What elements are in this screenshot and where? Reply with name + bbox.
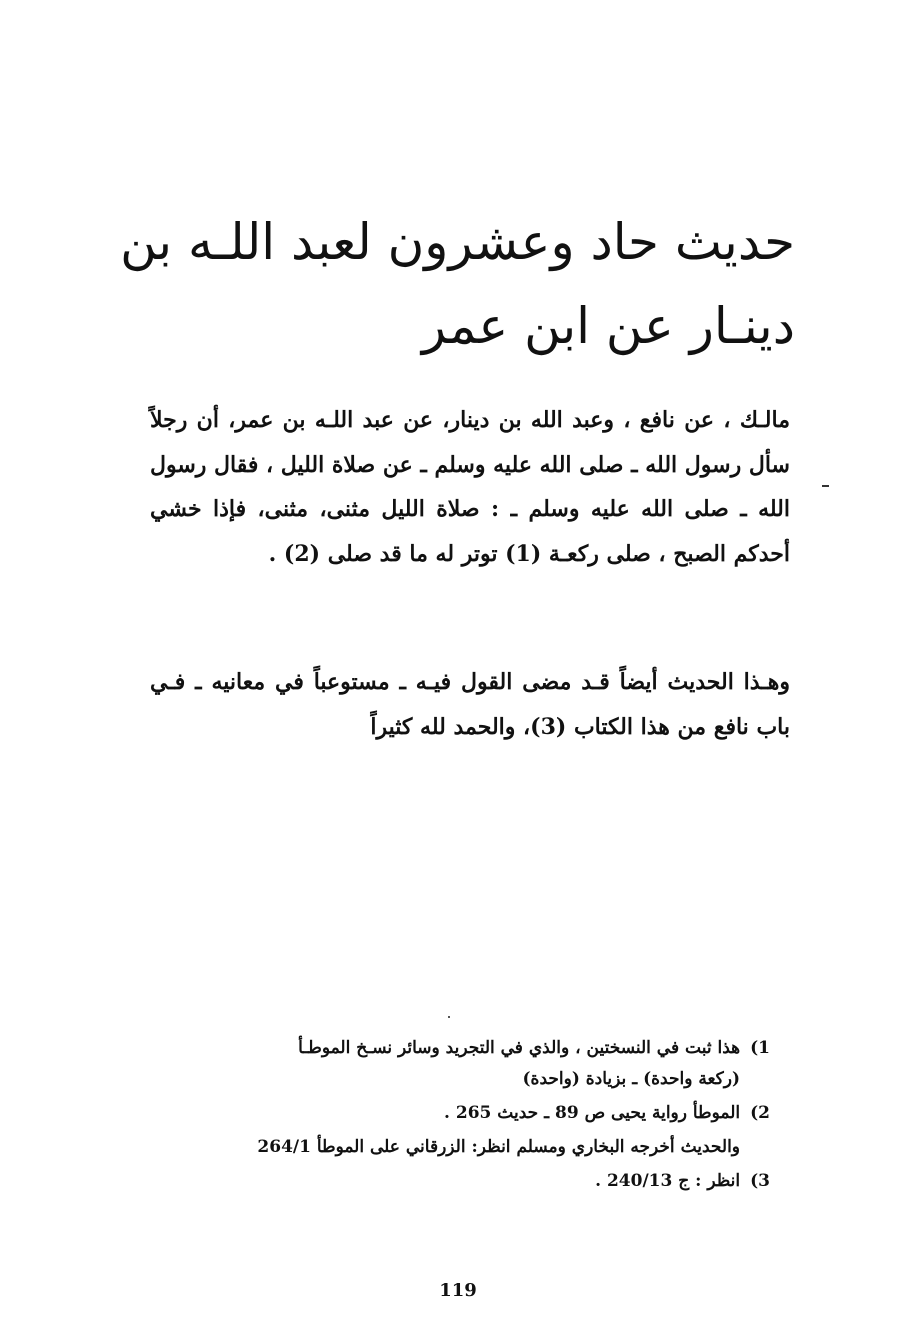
chapter-title-line-1: حديث حاد وعشرون لعبد اللـه بن (120, 213, 795, 271)
scan-speck (448, 1016, 450, 1018)
footnote-1 (160, 1034, 770, 1094)
hadith-paragraph: مالـك ، عن نافع ، وعبد الله بن دينار، عن عبد اللـه بن عمر، أن رجلاً سأل رسول الله ـ صلى الله عليه وسلم ـ عن صلاة الليل ، فقال رسول الله ـ صلى الله عليه وسلم ـ : صلاة الليل مثنى، مثنى، فإذا خشي أحدكم الصبح ، صلى ركعـة (1) توتر له ما قد صلى (2) . (149, 407, 790, 567)
chapter-title (120, 200, 795, 368)
footnote-2-extra-text: والحديث أخرجه البخاري ومسلم انظر: الزرقاني على الموطأ 264/1 (257, 1137, 740, 1157)
footnote-2-extra (160, 1133, 770, 1162)
footnote-3 (160, 1167, 770, 1196)
footnote-2-text: الموطأ رواية يحيى ص 89 ـ حديث 265 . (444, 1103, 741, 1123)
footnote-3-text: انظر : ج 240/13 . (595, 1171, 741, 1191)
page-number: 119 (439, 1280, 477, 1301)
scan-speck (822, 485, 829, 487)
commentary-paragraph: وهـذا الحديث أيضاً قـد مضى القول فيـه ـ مستوعباً في معانيه ـ فـي باب نافع من هذا الكتاب (3)، والحمد لله كثيراً (150, 669, 790, 740)
footnote-1-text: هذا ثبت في النسختين ، والذي في التجريد وسائر نسـخ الموطـأ (298, 1038, 741, 1058)
footnote-2-marker: 2) (750, 1103, 770, 1123)
chapter-title-line-2: دينـار عن ابن عمر (421, 297, 795, 355)
footnote-1-marker: 1) (750, 1038, 770, 1058)
footnote-2 (160, 1099, 770, 1128)
footnote-1-continuation: (ركعة واحدة) ـ بزيادة (واحدة) (522, 1069, 740, 1089)
footnote-3-marker: 3) (750, 1171, 770, 1191)
footnotes-section (160, 1034, 770, 1201)
